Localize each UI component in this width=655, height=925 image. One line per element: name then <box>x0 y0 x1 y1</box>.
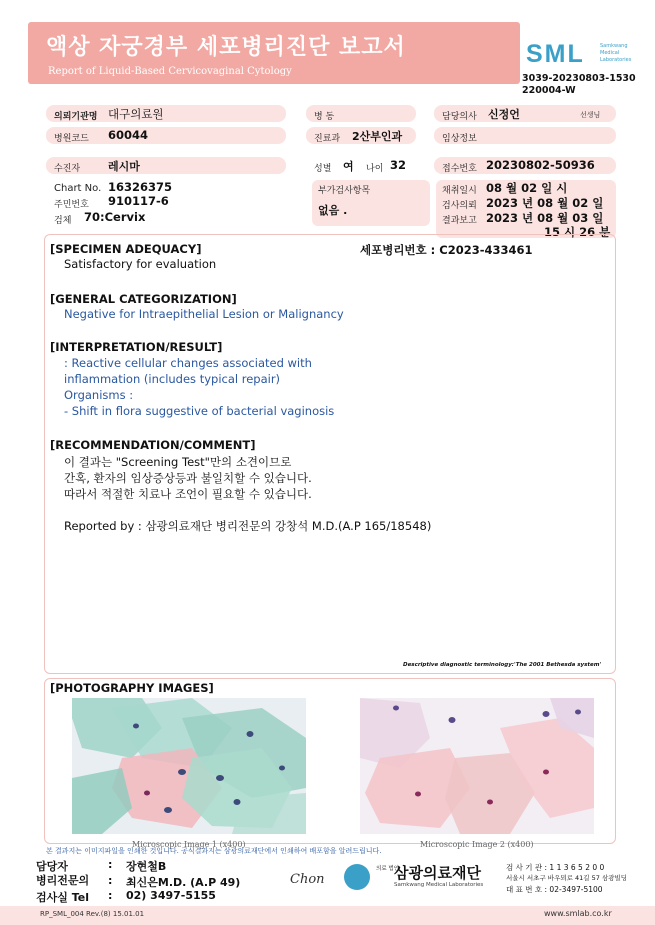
interpretation-line-1: : Reactive cellular changes associated with <box>64 356 312 370</box>
specimen-value: 70:Cervix <box>84 210 146 224</box>
specimen-adequacy-heading: [SPECIMEN ADEQUACY] <box>50 242 202 256</box>
institution-phone: 대 표 번 호 : 02-3497-5100 <box>506 885 603 894</box>
specimen-label: 검체 <box>54 216 72 226</box>
department-value: 2산부인과 <box>352 130 403 143</box>
microscopic-image-2-caption: Microscopic Image 2 (x400) <box>420 840 534 849</box>
institution-address: 서울시 서초구 바우뫼로 41길 57 삼광빌딩 <box>506 874 628 882</box>
microscopic-image-2-drawing <box>360 698 594 834</box>
result-time: 15 시 26 분 <box>544 225 611 239</box>
print-disclaimer: 본 결과지는 이미지파일을 인쇄한 것입니다. 공식결과지는 삼광의료재단에서 인쇄하여 배포함을 알려드립니다. <box>46 847 382 855</box>
pathologist-label: 병리전문의 <box>36 874 90 887</box>
lab-tel-value: 02) 3497-5155 <box>126 889 216 902</box>
report-subtitle: Report of Liquid-Based Cervicovaginal Cytology <box>48 66 292 77</box>
examinee-label: 수진자 <box>54 164 81 174</box>
staff-label: 담당자 <box>36 860 68 873</box>
document-number-line2: 220004-W <box>522 85 576 96</box>
receipt-value: 20230802-50936 <box>486 158 595 172</box>
institution-value: 대구의료원 <box>108 107 164 121</box>
general-categorization-heading: [GENERAL CATEGORIZATION] <box>50 292 237 306</box>
hospital-code-label: 병원코드 <box>54 134 89 144</box>
recommendation-line-2: 간혹, 환자의 임상증상등과 불일치할 수 있습니다. <box>64 471 312 485</box>
recommendation-line-3: 따라서 적절한 치료나 조언이 필요할 수 있습니다. <box>64 487 312 501</box>
recommendation-line-1: 이 결과는 "Screening Test"만의 소견이므로 <box>64 455 292 469</box>
institution-label: 의뢰기관명 <box>54 112 98 122</box>
document-number-line1: 3039-20230803-1530 <box>522 73 636 84</box>
foundation-english-name: Samkwang Medical Laboratories <box>394 882 484 888</box>
examinee-row <box>46 157 286 174</box>
general-categorization-text: Negative for Intraepithelial Lesion or Malignancy <box>64 307 344 321</box>
pathologist-signature: Chon <box>290 872 325 887</box>
staff-value: 장현철B <box>126 860 167 873</box>
report-title: 액상 자궁경부 세포병리진단 보고서 <box>46 35 406 60</box>
reported-by: Reported by : 삼광의료재단 병리전문의 강창석 M.D.(A.P 165/18548) <box>64 519 432 533</box>
lab-tel-label: 검사실 Tel <box>36 891 89 904</box>
website-link[interactable]: www.smlab.co.kr <box>544 909 612 918</box>
rrn-label: 주민번호 <box>54 200 89 210</box>
collection-value: 08 월 02 일 시 <box>486 181 568 195</box>
doctor-value: 신정언 <box>488 108 520 121</box>
extra-tests-label: 부가검사항목 <box>318 186 371 196</box>
interpretation-line-2: inflammation (includes typical repair) <box>64 372 281 386</box>
sex-value: 여 <box>343 160 354 173</box>
clinical-info-label: 임상정보 <box>442 134 477 144</box>
result-label: 결과보고 <box>442 216 477 226</box>
terminology-note: Descriptive diagnostic terminology:'The 2001 Bethesda system' <box>403 662 602 668</box>
extra-tests-value: 없음 . <box>318 204 348 217</box>
cytology-number: 세포병리번호 : C2023-433461 <box>360 243 533 257</box>
pathologist-colon: : <box>108 874 113 887</box>
chart-label: Chart No. <box>54 183 102 194</box>
sml-logo <box>526 40 646 70</box>
hospital-code-value: 60044 <box>108 128 149 142</box>
request-label: 검사의뢰 <box>442 201 477 211</box>
doctor-label: 담당의사 <box>442 112 477 122</box>
institution-number: 검 사 기 관 : 1 1 3 6 5 2 0 0 <box>506 863 605 872</box>
receipt-label: 접수번호 <box>442 164 477 174</box>
age-label: 나이 <box>366 164 384 174</box>
interpretation-line-4: - Shift in flora suggestive of bacterial vaginosis <box>64 404 335 418</box>
microscopic-image-1 <box>72 698 306 834</box>
department-label: 진료과 <box>314 134 341 144</box>
lab-tel-colon: : <box>108 889 113 902</box>
document-number <box>522 73 636 97</box>
form-revision: RP_SML_004 Rev.(8) 15.01.01 <box>40 910 145 918</box>
logo-subtext: Samkwang Medical Laboratories <box>600 43 632 63</box>
interpretation-line-3: Organisms : <box>64 388 134 402</box>
recommendation-heading: [RECOMMENDATION/COMMENT] <box>50 438 256 452</box>
rrn-value: 910117-6 <box>108 194 169 208</box>
foundation-type: 의료 법인 <box>376 866 400 872</box>
microscopic-image-1-drawing <box>72 698 306 834</box>
request-value: 2023 년 08 월 02 일 <box>486 196 604 210</box>
staff-colon: : <box>108 858 113 871</box>
sex-label: 성별 <box>314 164 332 174</box>
foundation-logo-icon <box>344 864 370 890</box>
interpretation-heading: [INTERPRETATION/RESULT] <box>50 340 223 354</box>
microscopic-image-2 <box>360 698 594 834</box>
microscopic-image-1-caption: Microscopic Image 1 (x400) <box>132 840 246 849</box>
examinee-value: 레시마 <box>108 160 140 173</box>
pathologist-value: 최신은M.D. (A.P 49) <box>126 876 241 889</box>
age-value: 32 <box>390 158 407 172</box>
photography-heading: [PHOTOGRAPHY IMAGES] <box>50 681 214 695</box>
collection-label: 채취일시 <box>442 186 477 196</box>
foundation-name: 삼광의료재단 <box>394 864 481 882</box>
result-value: 2023 년 08 월 03 일 <box>486 211 604 225</box>
logo-text: SML <box>526 40 585 68</box>
ward-label: 병 동 <box>314 112 335 122</box>
doctor-suffix: 선생님 <box>580 111 601 119</box>
specimen-adequacy-text: Satisfactory for evaluation <box>64 257 217 271</box>
chart-value: 16326375 <box>108 180 173 194</box>
